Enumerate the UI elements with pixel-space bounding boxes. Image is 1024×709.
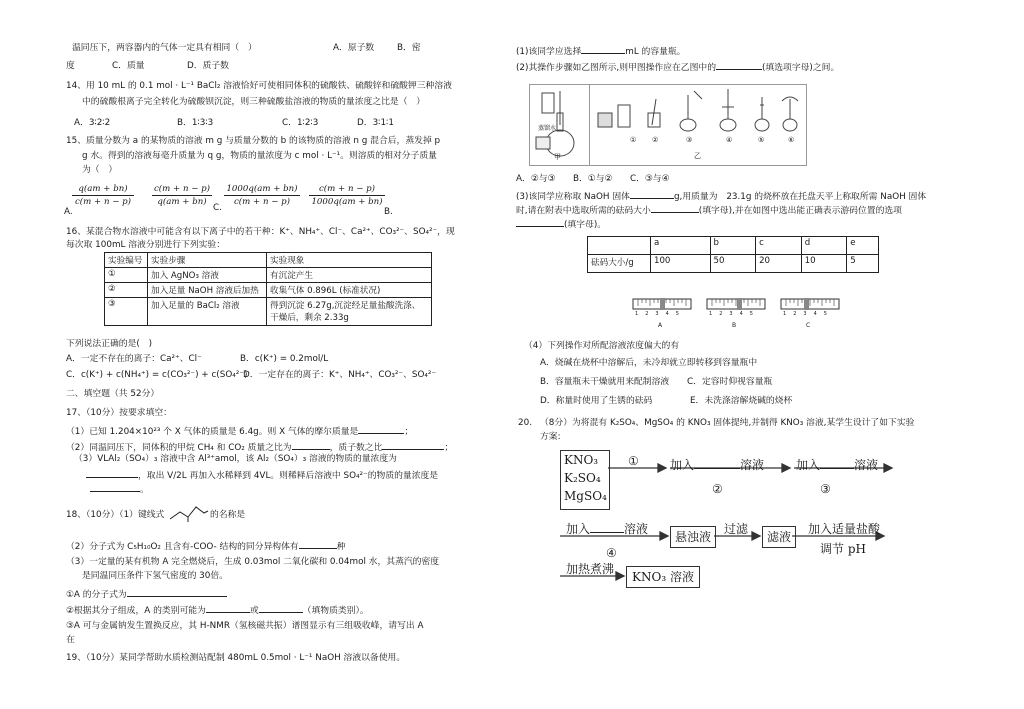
- q20-line2: 方案:: [540, 432, 561, 442]
- ruler-ticks-a: 12345: [635, 311, 686, 317]
- section-heading: 二、填空题（共 52分）: [66, 389, 160, 399]
- table-cell: 收集气体 0.896L (标准状况): [267, 283, 432, 298]
- answer-blank: [90, 482, 140, 492]
- q17-part2: [66, 440, 453, 454]
- table-row: [588, 255, 879, 273]
- table-cell: 10: [801, 255, 847, 273]
- q16-option-c: C．c(K⁺) + c(NH₄⁺) = c(CO₃²⁻) + c(SO₄²⁻): [66, 370, 248, 380]
- q13-line2: 度: [66, 61, 75, 71]
- fraction-bar: [152, 195, 212, 196]
- answer-blank: [630, 189, 674, 199]
- q19-part3-text2: g,用质量为 23.1g 的烧杯放在托盘天平上称取所需 NaOH 固体: [673, 192, 927, 202]
- answer-blank: [820, 456, 854, 469]
- q14-line2: 中的硫酸根离子完全转化为硫酸钡沉淀，则三种硫酸盐溶液的物质的量浓度之比是（ ）: [82, 97, 426, 107]
- ruler-b: [706, 297, 766, 333]
- table-row: [105, 268, 432, 283]
- table-cell: 有沉淀产生: [267, 268, 432, 283]
- q18-title-end: 的名称是: [210, 510, 246, 520]
- table-row: [105, 298, 432, 326]
- flow-start-item: MgSO₄: [564, 489, 607, 503]
- figure-jia-label: 甲: [554, 153, 561, 161]
- q15-fraction-d: [309, 184, 385, 207]
- q20-line1: （8分）为将混有 K₂SO₄、MgSO₄ 的 KNO₃ 固体提纯,并制得 KNO₃ 溶液,某学生设计了如下实验: [540, 418, 915, 428]
- table-cell: 加入足量 NaOH 溶液后加热: [148, 283, 267, 298]
- step-label: ⑥: [788, 136, 795, 144]
- q19-part1: [516, 44, 686, 58]
- q15-fraction-b: [152, 184, 212, 207]
- q19-part4-option-c: C．定容时仰视容量瓶: [687, 377, 773, 387]
- q19-intro: 19、（10分）某同学帮助水质检测站配制 480mL 0.5mol · L⁻¹ NaOH 溶液以备使用。: [66, 653, 406, 663]
- q19-part1-text: (1)该同学应选择: [516, 47, 582, 57]
- q15-line1: 15、质量分数为 a 的某物质的溶液 m g 与质量分数的 b 的该物质的溶液 n g 混合后，蒸发掉 p: [66, 136, 441, 146]
- table-header-cell: b: [710, 237, 756, 255]
- flow-suspension-box: 悬浊液: [670, 526, 716, 548]
- step-label: ①: [630, 136, 637, 144]
- fraction-numerator: c(m + n − p): [318, 184, 376, 194]
- answer-blank: [292, 440, 330, 450]
- q16-line1: 16、某混合物水溶液中可能含有以下离子中的若干种：K⁺、NH₄⁺、Cl⁻、Ca²⁺、CO₃²⁻、SO₄²⁻，现: [66, 227, 455, 237]
- q19-part3-end: (填字母)。: [564, 220, 607, 230]
- q15-label-c: C.: [213, 203, 222, 213]
- table-header-cell: e: [847, 237, 879, 255]
- q19-part3-line2: [516, 203, 902, 217]
- q19-part2-end: (填选项字母)之间。: [762, 63, 840, 73]
- answer-blank: [516, 217, 564, 227]
- q14-option-d: D．3∶1∶1: [357, 118, 394, 128]
- table-header-cell: 实验现象: [267, 253, 432, 268]
- q15-label-b: B.: [384, 207, 393, 217]
- table-cell: 20: [756, 255, 802, 273]
- q16-option-d: D．一定存在的离子：K⁺、NH₄⁺、CO₃²⁻、SO₄²⁻: [243, 370, 437, 380]
- table-header-cell: [588, 237, 651, 255]
- flow-filtrate-box: 滤液: [762, 526, 796, 548]
- table-header-cell: 实验编号: [105, 253, 148, 268]
- q13-line1: 温同压下，两容器内的气体一定具有相同（ ）: [72, 43, 257, 53]
- table-cell: 加入足量的 BaCl₂ 溶液: [148, 298, 267, 326]
- q16-question: 下列说法正确的是( ): [66, 339, 153, 349]
- fraction-numerator: c(m + n − p): [153, 184, 211, 194]
- flow-step2-add: 加入 溶液: [670, 458, 765, 472]
- answer-blank: [382, 440, 444, 450]
- q18-sub2-text: ②根据其分子组成，A 的类别可能为: [66, 606, 206, 616]
- q16-option-b: B．c(K⁺) = 0.2mol/L: [240, 354, 329, 364]
- figure-jia: [529, 84, 590, 166]
- figure-yi: [590, 84, 807, 166]
- q17-part1-text: （1）已知 1.204×10²³ 个 X 气体的质量是 6.4g。则 X 气体的摩尔质量是: [66, 427, 359, 437]
- step-label: ②: [652, 136, 659, 144]
- q18-sub3-line2: 在: [66, 635, 75, 645]
- q19-part3-text4: (填字母),并在如图中选出能正确表示游码位置的选项: [698, 206, 902, 216]
- table-header-row: [105, 253, 432, 268]
- q14-option-c: C．1∶2∶3: [282, 118, 319, 128]
- weights-table: [587, 236, 879, 273]
- step-label: ④: [726, 136, 733, 144]
- answer-blank: [86, 468, 138, 478]
- table-cell: ①: [105, 268, 148, 283]
- table-cell: ②: [105, 283, 148, 298]
- q17-part3-end: 。: [140, 485, 149, 495]
- ruler-a: [632, 297, 692, 333]
- ruler-ticks-b: 12345: [709, 311, 760, 317]
- q17-title: 17、（10分）按要求填空：: [66, 408, 172, 418]
- answer-blank: [206, 603, 250, 613]
- fraction-numerator: 1000q(am + bn): [226, 184, 298, 194]
- answer-blank: [716, 60, 762, 70]
- flow-step2-label: ②: [712, 482, 723, 496]
- q15-fraction-c: [224, 184, 300, 207]
- ruler-c: [780, 297, 842, 333]
- q18-sub1-text: ①A 的分子式为: [66, 590, 127, 600]
- q17-part3-line3: [90, 482, 149, 496]
- fraction-denominator: c(m + n − p): [233, 197, 291, 207]
- q16-line2: 每次取 100mL 溶液分别进行下列实验：: [66, 240, 226, 250]
- flow-start-item: K₂SO₄: [564, 471, 601, 485]
- fraction-bar: [72, 195, 134, 196]
- q18-sub2-end: （填物质类别）。: [302, 606, 369, 616]
- answer-blank: [299, 539, 337, 549]
- table-cell: 得到沉淀 6.27g,沉淀经足量盐酸洗涤、干燥后，剩余 2.33g: [267, 298, 432, 326]
- answer-blank: [127, 587, 227, 597]
- answer-blank: [581, 44, 625, 54]
- q18-sub1: [66, 587, 227, 601]
- table-cell: 加入 AgNO₃ 溶液: [148, 268, 267, 283]
- q13-option-c: C．质量: [112, 61, 145, 71]
- answer-blank: [694, 456, 740, 469]
- ruler-label-c: C: [806, 322, 811, 329]
- q19-part4-option-a: A．烧碱在烧杯中溶解后，未冷却就立即转移到容量瓶中: [540, 358, 758, 368]
- ruler-label-b: B: [732, 322, 737, 329]
- fraction-denominator: 1000q(am + bn): [311, 197, 383, 207]
- q15-label-a: A.: [64, 207, 73, 217]
- q19-part4-option-e: E．未洗涤溶解烧碱的烧杯: [690, 396, 793, 406]
- fraction-bar: [309, 195, 385, 196]
- q14-option-a: A．3∶2∶2: [74, 118, 111, 128]
- flow-step4-label: ④: [606, 546, 617, 560]
- flow-hcl-label: 加入适量盐酸: [808, 522, 881, 536]
- fraction-numerator: q(am + bn): [78, 184, 128, 194]
- q20-number: 20.: [518, 418, 532, 428]
- flow-end-box: KNO₃ 溶液: [626, 566, 700, 588]
- q13-option-d: D．质子数: [187, 61, 229, 71]
- table-header-cell: a: [651, 237, 711, 255]
- table-cell: 100: [651, 255, 711, 273]
- q19-part3-text3: 时,请在附表中选取所需的砝码大小: [516, 206, 651, 216]
- table-header-cell: d: [801, 237, 847, 255]
- q18-sub2-mid: 或: [249, 606, 259, 616]
- fraction-denominator: c(m + n − p): [74, 197, 132, 207]
- q19-part2: [516, 60, 839, 74]
- figure-yi-label: 乙: [694, 152, 701, 160]
- ruler-ticks-c: 12345: [783, 311, 834, 317]
- q16-table: [104, 252, 432, 326]
- answer-blank: [651, 203, 699, 213]
- q14-line1: 14、用 10 mL 的 0.1 mol · L⁻¹ BaCl₂ 溶液恰好可使相同体积的硫酸铁、硫酸锌和硫酸钾三种溶液: [66, 81, 452, 91]
- q19-part1-end: mL 的容量瓶。: [625, 47, 686, 57]
- q19-part2-text: (2)其操作步骤如乙图所示,则甲图操作应在乙图中的: [516, 63, 716, 73]
- q17-part3-line1: [74, 454, 397, 465]
- q17-part2-mid: ，质子数之比: [329, 443, 383, 453]
- q19-part4-option-b: B．容量瓶未干燥就用来配制溶液: [540, 377, 670, 387]
- flow-start-item: KNO₃: [564, 453, 599, 467]
- q19-part3-line1: [516, 189, 926, 203]
- step-label: ⑤: [758, 136, 765, 144]
- q14-option-b: B．1∶3∶3: [177, 118, 214, 128]
- q17-part2-text: （2）同温同压下，同体积的甲烷 CH₄ 和 CO₂ 质量之比为: [66, 443, 292, 453]
- table-header-cell: 实验步骤: [148, 253, 267, 268]
- skeletal-formula-icon: [168, 501, 210, 523]
- q18-part2: [66, 539, 346, 553]
- q17-part3-line2: [86, 468, 438, 482]
- fraction-bar: [224, 195, 300, 196]
- q18-part2-end: 种: [336, 542, 346, 552]
- q19-part4: （4）下列操作对所配溶液浓度偏大的有: [524, 341, 680, 351]
- q16-option-a: A．一定不存在的离子：Ca²⁺、Cl⁻: [66, 354, 202, 364]
- q15-line3: 为（ ）: [82, 165, 118, 175]
- table-row: [105, 283, 432, 298]
- q18-sub2: [66, 603, 369, 617]
- flask-label: 蒸馏水: [538, 125, 557, 132]
- flow-ph-label: 调节 pH: [820, 542, 866, 556]
- flow-step3-label: ③: [820, 482, 831, 496]
- answer-blank: [358, 424, 404, 434]
- table-cell: 5: [847, 255, 879, 273]
- q15-fraction-a: [72, 184, 134, 207]
- flow-step1-label: ①: [628, 454, 639, 468]
- q15-line2: g 水。得到的溶液每毫升质量为 q g，物质的量浓度为 c mol · L⁻¹。则溶质的相对分子质量: [82, 151, 437, 161]
- q18-part3-line2: 是同温同压条件下氢气密度的 30倍。: [82, 571, 228, 581]
- table-header-cell: c: [756, 237, 802, 255]
- table-cell: 50: [710, 255, 756, 273]
- q19-part3-line3: [516, 217, 606, 231]
- q18-title: [66, 510, 164, 521]
- fraction-denominator: q(am + bn): [157, 197, 207, 207]
- q17-part1: [66, 424, 413, 438]
- q19-part4-option-d: D．称量时使用了生锈的砝码: [540, 396, 653, 406]
- q17-part3-text2: ，取出 V/2L 再加入水稀释到 4VL。则稀释后溶液中 SO₄²⁻的物质的量浓度是: [138, 471, 439, 481]
- q18-title-text: 18、（10分）（1）键线式: [66, 510, 165, 520]
- step-label: ③: [686, 136, 693, 144]
- q18-part2-text: （2）分子式为 C₅H₁₀O₂ 且含有-COO- 结构的同分异构体有: [66, 542, 299, 552]
- flow-step4-add: 加入 溶液: [566, 522, 649, 536]
- ruler-label-a: A: [658, 322, 663, 329]
- table-header-row: [588, 237, 879, 255]
- table-cell: 砝码大小/g: [588, 255, 651, 273]
- q18-sub3-line1: ③A 可与金属钠发生置换反应，其 H-NMR（氢核磁共振）谱图显示有三组吸收峰，请写出 A: [66, 621, 424, 631]
- q13-option-b: B．密: [397, 43, 421, 53]
- q13-option-a: A．原子数: [333, 43, 375, 53]
- answer-blank: [590, 520, 624, 533]
- q17-part2-end: ；: [444, 443, 454, 453]
- q19-part3-text: (3)该同学应称取 NaOH 固体: [516, 192, 630, 202]
- flow-step3-add: 加入 溶液: [796, 458, 879, 472]
- q17-part1-end: ；: [404, 427, 414, 437]
- q19-part2-options: A．②与③ B．①与② C．③与④: [516, 174, 670, 184]
- answer-blank: [259, 603, 303, 613]
- table-cell: ③: [105, 298, 148, 326]
- q17-part3-text: （3）VLAl₂（SO₄）₃ 溶液中含 Al³⁺amol，该 Al₂（SO₄）₃ 溶液的物质的量浓度为: [74, 454, 397, 464]
- q18-part3-line1: （3）一定量的某有机物 A 完全燃烧后，生成 0.03mol 二氧化碳和 0.04mol 水，其蒸汽的密度: [66, 557, 440, 567]
- flow-filter-label: 过滤: [724, 522, 749, 536]
- flow-heat-label: 加热煮沸: [566, 562, 615, 576]
